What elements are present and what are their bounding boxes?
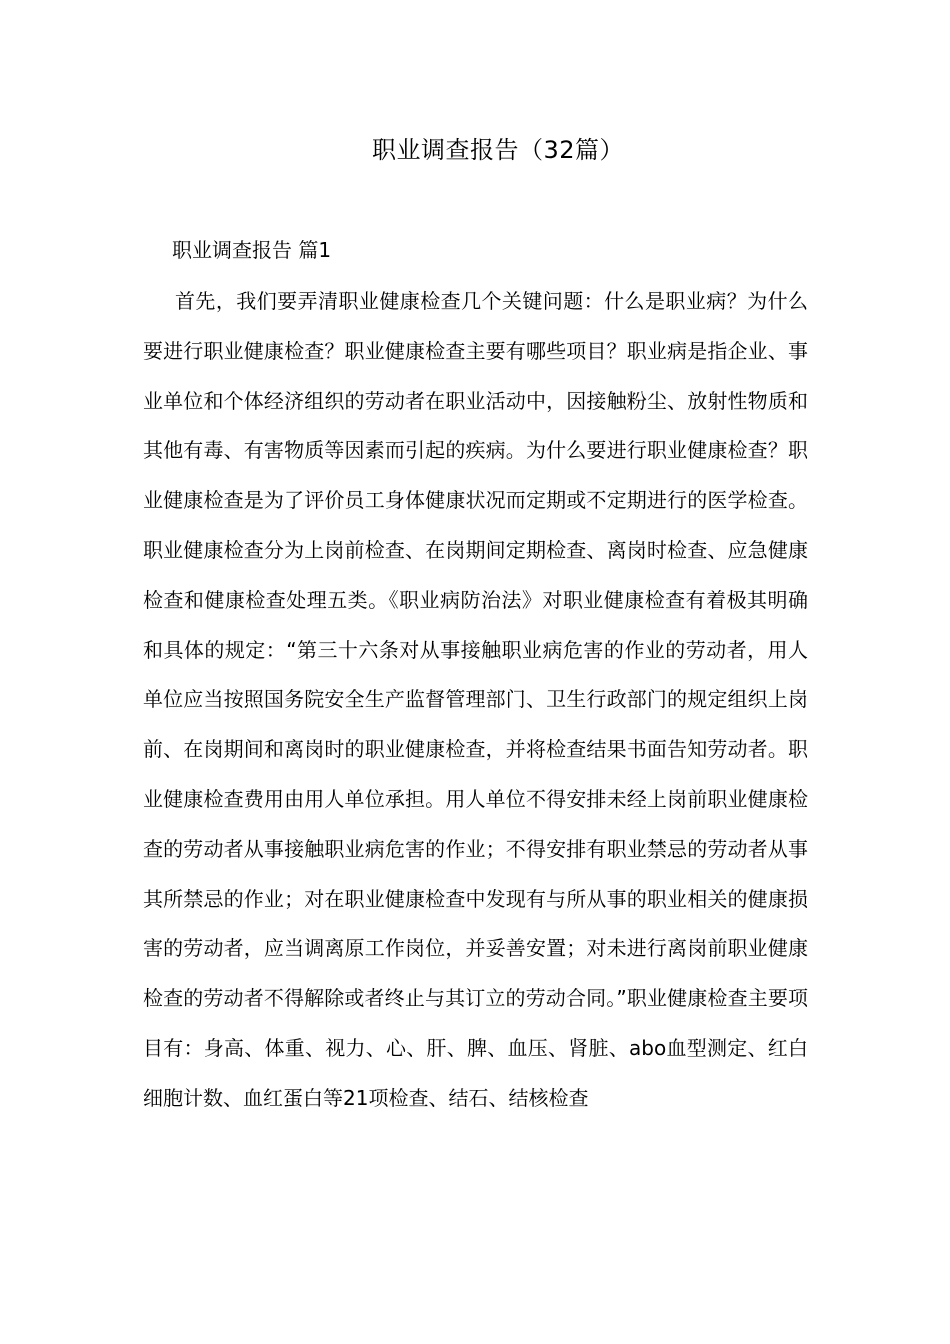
body-paragraph: 首先，我们要弄清职业健康检查几个关键问题：什么是职业病？为什么要进行职业健康检查？职业健康检查主要有哪些项目？职业病是指企业、事业单位和个体经济组织的劳动者在职业活动中，因接触粉尘、放射性物质和其他有毒、有害物质等因素而引起的疾病。为什么要进行职业健康检查？职业健康检查是为了评价员工身体健康状况而定期或不定期进行的医学检查。职业健康检查分为上岗前检查、在岗期间定期检查、离岗时检查、应急健康检查和健康检查处理五类。《职业病防治法》对职业健康检查有着极其明确和具体的规定：“第三十六条对从事接触职业病危害的作业的劳动者，用人单位应当按照国务院安全生产监督管理部门、卫生行政部门的规定组织上岗前、在岗期间和离岗时的职业健康检查，并将检查结果书面告知劳动者。职业健康检查费用由用人单位承担。用人单位不得安排未经上岗前职业健康检查的劳动者从事接触职业病危害的作业；不得安排有职业禁忌的劳动者从事其所禁忌的作业；对在职业健康检查中发现有与所从事的职业相关的健康损害的劳动者，应当调离原工作岗位，并妥善安置；对未进行离岗前职业健康检查的劳动者不得解除或者终止与其订立的劳动合同。”职业健康检查主要项目有：身高、体重、视力、心、肝、脾、血压、肾脏、abo血型测定、红白细胞计数、血红蛋白等21项检查、结石、结核检查 — [143, 289, 808, 1110]
section-heading: 职业调查报告 篇1 — [172, 238, 332, 262]
document-title: 职业调查报告（32篇） — [371, 136, 625, 164]
